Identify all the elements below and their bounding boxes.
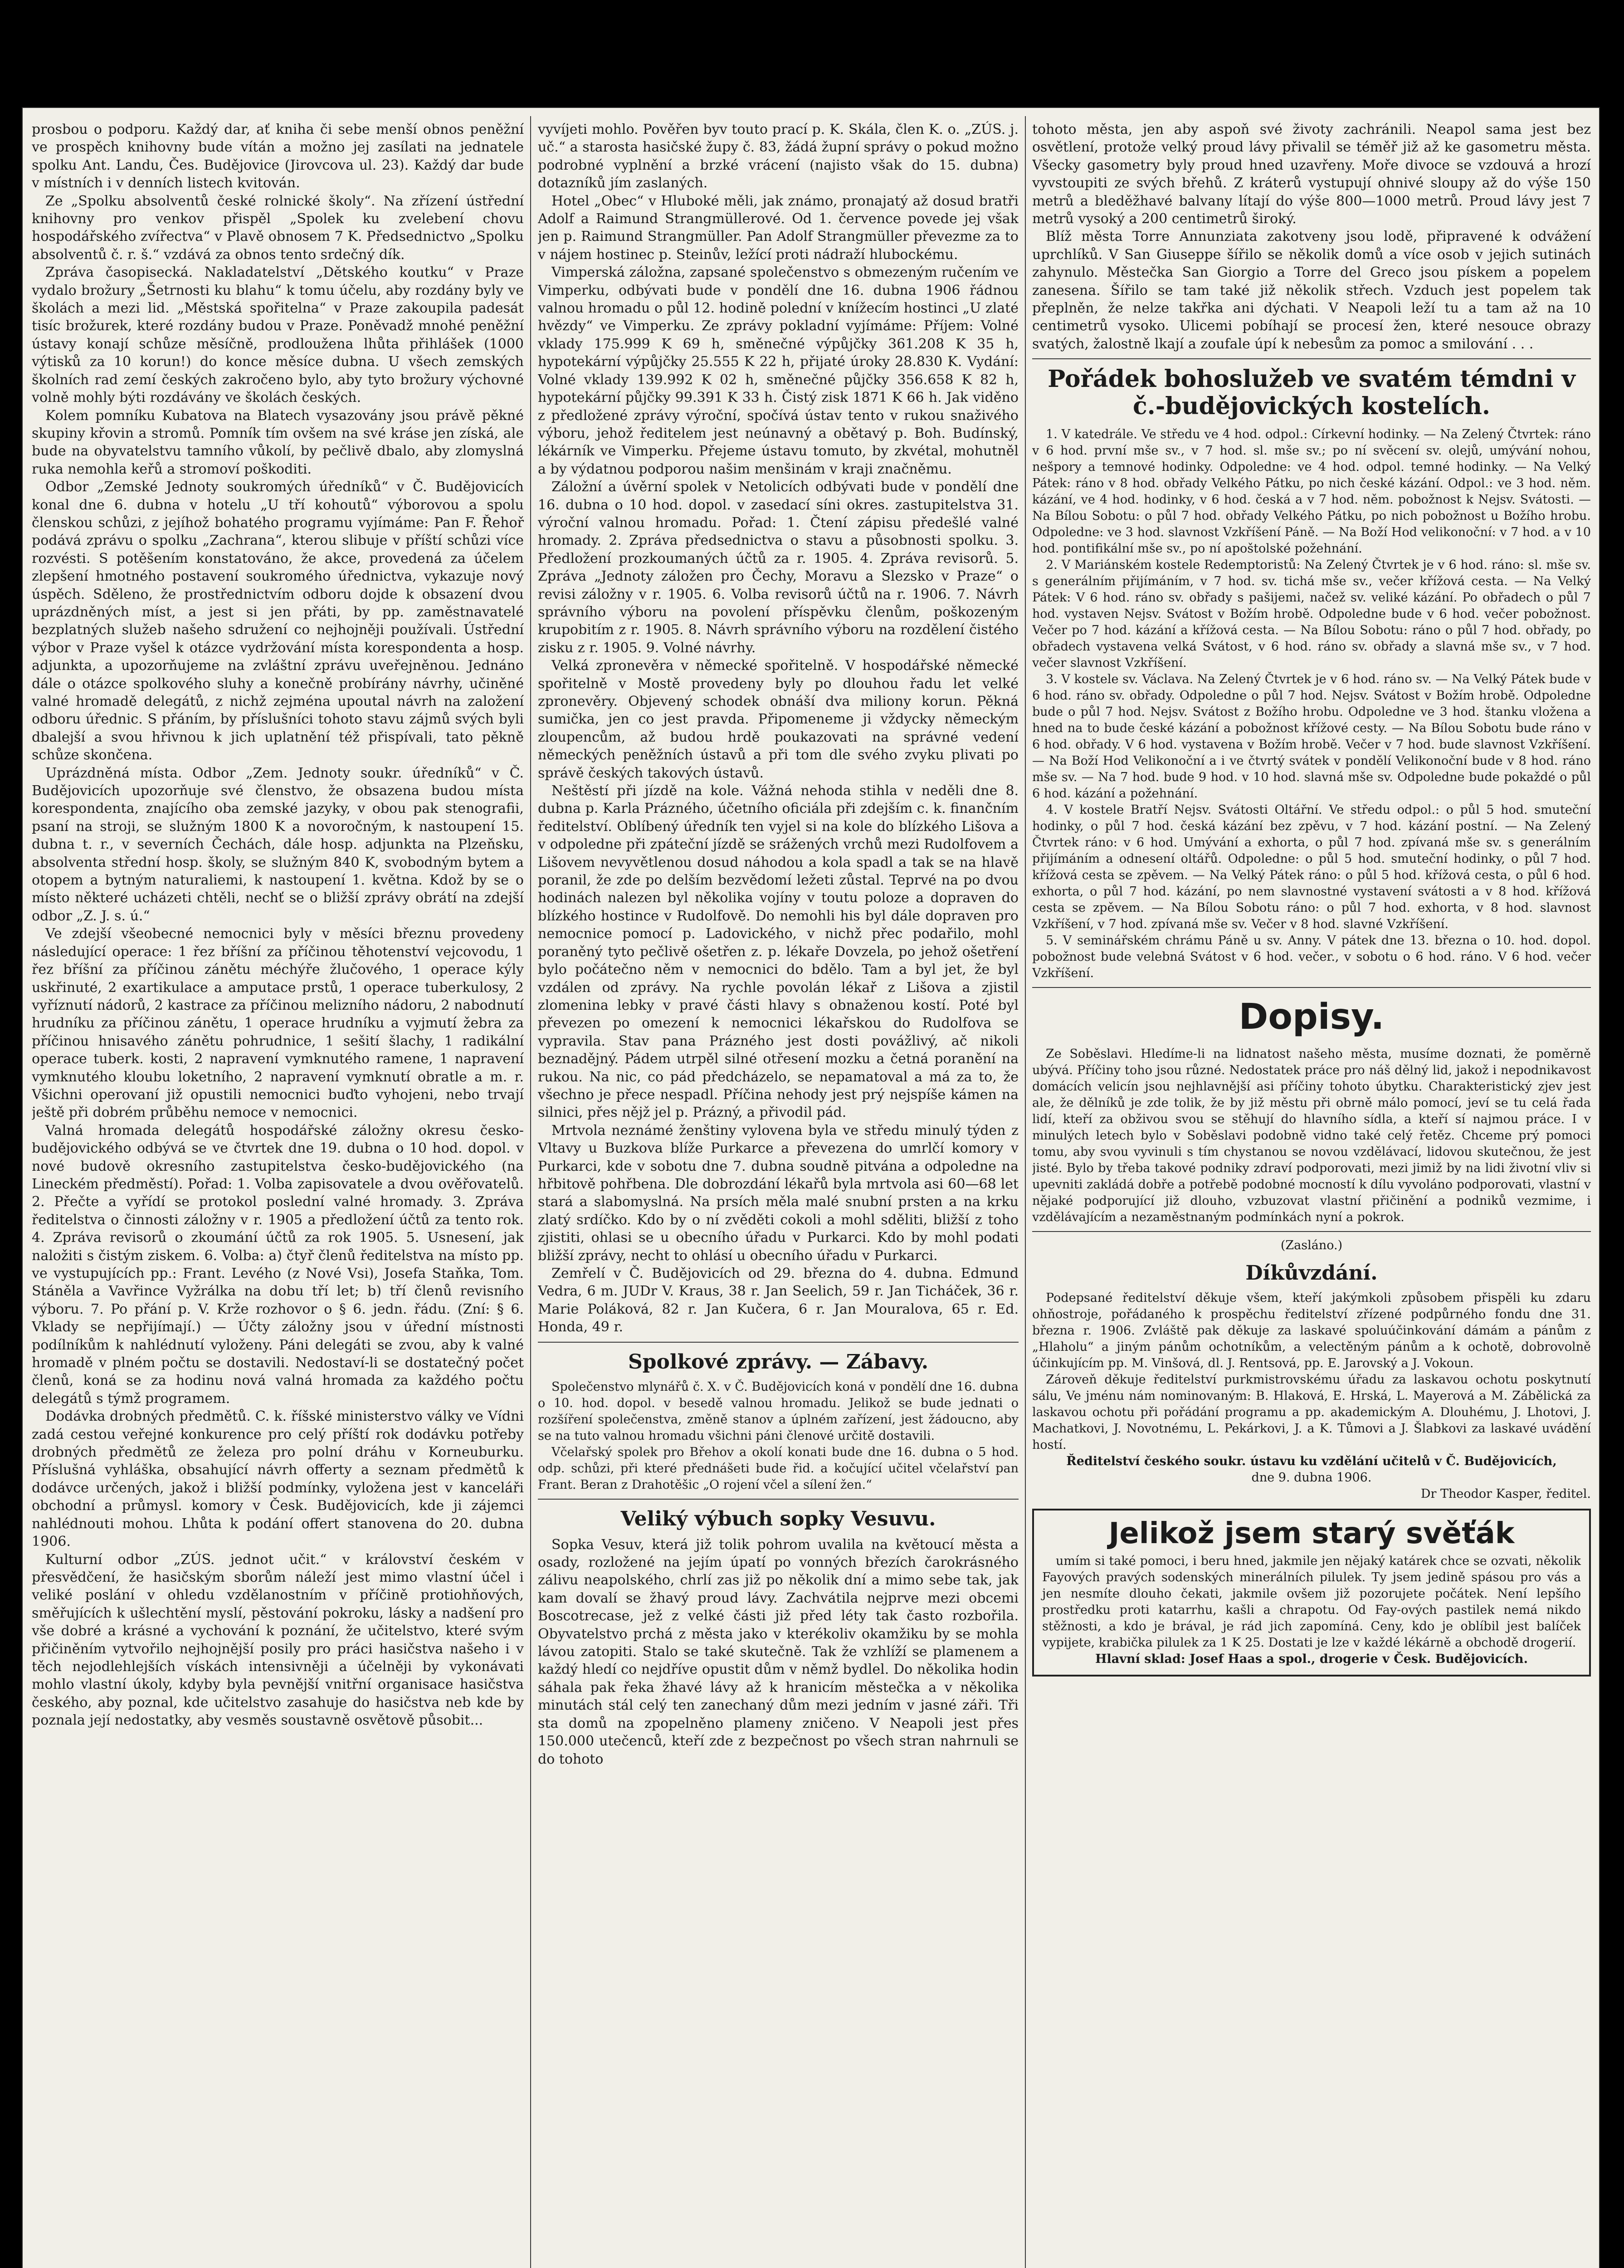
services-item: 5. V seminářském chrámu Páně u sv. Anny. V pátek dne 13. března o 10. hod. dopol. pobožnost bude velebná Svátost v 6 hod. večer., v sobotu o 6 hod. ráno. V 6 hod. večer Vzkříšení. <box>1032 934 1591 981</box>
section-heading: Spolkové zprávy. — Zábavy. <box>628 1350 929 1374</box>
section-divider <box>538 1499 1019 1500</box>
services-heading: Pořádek bohoslužeb ve svatém témdni v č.-budějovických kostelích. <box>1048 365 1575 420</box>
article-paragraph: tohoto města, jen aby aspoň své životy zachránili. Neapol sama jest bez osvětlení, protože velký proud lávy přivalil se téměř již až ke gasometru města. Všecky gasometry byly proud hned uzavřeny. Moře divoce se vzdouvá a hrozí vyvstoupiti ze svých břehů. Z kráterů vystupují ohnivé sloupy až do výše 150 metrů a bleděžhavé balvany lítají do výše 800—1000 metrů. Proud lávy jest 7 metrů vysoký a 200 centimetrů široký. <box>1032 122 1591 227</box>
column-1 <box>32 121 524 2268</box>
article-paragraph: Mrtvola neznámé ženštiny vylovena byla ve středu minulý týden z Vltavy u Buzkova blíže Purkarce a převezena do umrlčí komory v Purkarci, kde v sobotu dne 7. dubna soudně pitvána a odpoledne na hřbitově pohřbena. Dle dobrozdání lékařů byla mrtvola asi 60—68 let stará a slabomyslná. Na prsích měla malé snubní prsten a na krku zlatý srdíčko. Kdo by o ní zvěděti cokoli a mohl sděliti, bližší z toho zjistiti, ohlasi se u obecního úřadu v Purkarci. Kdo by mohl podati bližší zprávy, necht to ohlásí u obecního úřadu v Purkarci. <box>538 1122 1019 1264</box>
services-item: 4. V kostele Bratří Nejsv. Svátosti Oltářní. Ve středu odpol.: o půl 5 hod. smuteční hodinky, o půl 7 hod. česká kázání bez zpěvu, v 7 hod. kázání postní. — Na Zelený Čtvrtek ráno: v 6 hod. Umývání a exhorta, o půl 7 hod. zpívaná mše sv. s generálním přijímáním a odnesení oltářů. Odpoledne: o půl 5 hod. smuteční hodinky, o půl 7 hod. křížová cesta se zpěvem. — Na Velký Pátek ráno: o půl 5 hod. křížová cesta, o půl 6 hod. exhorta, o půl 7 hod. kázání, po nem slavnostné vystavení svátosti a v 8 hod. křížová cesta se zpěvem. — Na Bílou Sobotu ráno: o půl 7 hod. exhorta, v 8 hod. slavnost Vzkříšení, v 7 hod. zpívaná mše sv. Večer v 8 hod. slavné Vzkříšení. <box>1032 803 1591 932</box>
sent-label: (Zasláno.) <box>1280 1238 1343 1253</box>
article-paragraph: Valná hromada delegátů hospodářské záložny okresu česko-budějovického odbývá se ve čtvrtek dne 19. dubna o 10 hod. dopol. v nové budově okresního zastupitelstva česko-budějovického (na Lineckém předměstí). Pořad: 1. Volba zapisovatele a dvou ověřovatelů. 2. Přečte a vyřídí se protokol poslední valné hromady. 3. Zpráva ředitelstva o činnosti záložny v r. 1905 a předložení účtů za tento rok. 4. Zpráva revisorů o zkoumání účtů za rok 1905. 5. Usnesení, jak naložiti s čistým ziskem. 6. Volba: a) čtyř členů ředitelstva na místo pp. ve vystupujících pp.: Frant. Levého (z Nové Vsi), Josefa Staňka, Tom. Stáněla a Vavřince Vyžrálka na dobu tří let; b) tří členů revisního výboru. 7. Po přání p. V. Krže rozhovor o § 6. jedn. řádu. (Zní: § 6. Vklady se nepřijímají.) — Účty záložny jsou v úřední místnosti podílníkům k nahlédnutí vyloženy. Páni delegáti se zvou, aby k valné hromadě v plném počtu se dostavili. Nedostaví-li se dostatečný počet členů, koná se za hodinu nová valná hromada za každého počtu delegátů s týmž programem. <box>32 1122 524 1407</box>
section-divider <box>1032 1231 1591 1232</box>
article-paragraph: Včelařský spolek pro Břehov a okolí konati bude dne 16. dubna o 5 hod. odp. schůzi, při které přednášeti bude řid. a kočující učitel včelařství pan Frant. Beran z Drahotěšic „O rojení včel a sílení žen.“ <box>538 1445 1019 1492</box>
services-item: 3. V kostele sv. Václava. Na Zelený Čtvrtek je v 6 hod. ráno sv. — Na Velký Pátek bude v 6 hod. ráno sv. obřady. Odpoledne o půl 7 hod. Nejsv. Svátost v Božím hrobě. Odpoledne bude o půl 7 hod. Nejsv. Svátost z Božího hrobu. Odpoledne ve 3 hod. štanku vložena a hned na to bude české kázání a pobožnost křížové cesty. — Na Bílou Sobotu bude ráno v 6 hod. obřady. V 6 hod. vystavena v Božím hrobě. Večer v 7 hod. bude slavnost Vzkříšení. — Na Boží Hod Velikonoční a i ve čtvrtý svátek v pondělí Velikonoční bude v 8 hod. ráno mše sv. — Na 7 hod. bude 9 hod. v 10 hod. slavná mše sv. Odpoledne bude pokaždé o půl 6 hod. kázání a požehnání. <box>1032 672 1591 801</box>
advert-title: Jelikož jsem starý svěťák <box>1108 1517 1515 1551</box>
services-item: 2. V Mariánském kostele Redemptoristů: Na Zelený Čtvrtek je v 6 hod. ráno: sl. mše sv. s generálním přijímáním, v 7 hod. sv. tichá mše sv., večer křížová cesta. — Na Velký Pátek: V 6 hod. ráno sv. obřady s pašijemi, načež sv. veliké kázání. Po obřadech o půl 7 hod. vystaven Nejsv. Svátost v Božím hrobě. Odpoledne bude v 6 hod. večer pobožnost. Večer po 7 hod. kázání a křížová cesta. — Na Bílou Sobotu: ráno o půl 7 hod. obřady, po obřadech vystavena velká Svátost, v 6 hod. ráno sv. obřady a slavná mše sv., v 7 hod. večer slavnost Vzkříšení. <box>1032 558 1591 670</box>
article-paragraph: Zároveň děkuje ředitelství purkmistrovskému úřadu za laskavou ochotu poskytnutí sálu, Ve jménu nám nominovaným: B. Hlaková, E. Hrská, L. Mayerová a M. Zábělická za laskavou ochotu při pořádání programu a pp. akademickým A. Dlouhému, J. Lhotovi, J. Machatkovi, J. Novotnému, L. Pekárkovi, J. a K. Tůmovi a J. Šlabkovi za laskavé uvádění hostí. <box>1032 1373 1591 1452</box>
article-paragraph: Hotel „Obec“ v Hluboké měli, jak známo, pronajatý až dosud bratři Adolf a Raimund Strangmüllerové. Od 1. července povede jej však jen p. Raimund Strangmüller. Pan Adolf Strangmüller převezme za to v nájem hostinec p. Steinův, ležící proti nádraží hlubockému. <box>538 193 1019 263</box>
services-item: 1. V katedrále. Ve středu ve 4 hod. odpol.: Církevní hodinky. — Na Zelený Čtvrtek: ráno v 6 hod. první mše sv., v 7 hod. sl. mše sv.; po ní svěcení sv. olejů, umývání nohou, nešpory a temnové hodinky. Odpoledne: ve 4 hod. odpol. temné hodinky. — Na Velký Pátek: ráno v 8 hod. obřady Velkého Pátku, po nich české kázání. Odpol.: ve 3 hod. něm. kázání, ve 4 hod. hodinky, v 6 hod. česká a v 7 hod. něm. pobožnost k Nejsv. Svátosti. — Na Bílou Sobotu: o půl 7 hod. obřady Velkého Pátku, po nich pobožnost u Božího hrobu. Odpoledne: ve 3 hod. slavnost Vzkříšení Páně. — Na Boží Hod velikonoční: v 7 hod. a v 10 hod. pontifikální mše sv., po ní apoštolské požehnání. <box>1032 427 1591 556</box>
column-divider <box>530 116 531 2268</box>
signature-date: dne 9. dubna 1906. <box>1251 1471 1372 1485</box>
article-paragraph: prosbou o podporu. Každý dar, ať kniha či sebe menší obnos peněžní ve prospěch knihovny bude vítán a možno jej zasílati na jednatele spolku Ant. Landu, Čes. Budějovice (Jirovcova ul. 23). Každý dar bude v místních i v denních listech kvitován. <box>32 122 524 191</box>
article-paragraph: Záložní a úvěrní spolek v Netolicích odbývati bude v pondělí dne 16. dubna o 10 hod. dopol. v zasedací síni okres. zastupitelstva 31. výroční valnou hromadu. Pořad: 1. Čtení zápisu předešlé valné hromady. 2. Zpráva předsednictva o stavu a působnosti spolku. 3. Předložení prozkoumaných účtů za r. 1905. 4. Zpráva revisorů. 5. Zpráva „Jednoty záložen pro Čechy, Moravu a Slezsko v Praze“ o revisi záložny v r. 1905. 6. Volba revisorů účtů na r. 1906. 7. Návrh správního výboru na povolení příspěvku členům, poškozeným krupobitím z r. 1905. 8. Návrh správního výboru na rozdělení čistého zisku z r. 1905. 9. Volné návrhy. <box>538 479 1019 656</box>
advertisement <box>1032 1509 1591 1677</box>
article-paragraph: Odbor „Zemské Jednoty soukromých úředníků“ v Č. Budějovicích konal dne 6. dubna v hotelu „U tří kohoutů“ výborovou a spolu členskou schůzi, z jejíhož bohatého programu vyjímáme: Pan F. Řehoř podává zprávu o spolku „Zachrana“, kterou slibuje v příští schůzi více rozvésti. S potěšením konstatováno, že akce, provedená za účelem zlepšení hmotného postavení soukromého úřednictva, vykazuje nový úspěch. Sděleno, že prostřednictvím odboru dojde k obsazení dvou uprázdněných míst, a jest si jen přáti, by pp. zaměstnavatelé bezplatných služeb našeho sdružení co nejhojněji používali. Ústřední výbor v Praze vyšel k otázce vydržování místa korespondenta a hosp. adjunkta, a upozorňujeme na zvláštní zprávu uveřejněnou. Jednáno dále o otázce spolkového sluhy a konečně probírány návrhy, učiněné valné hromadě delegátů, z nichž zejména upoutal návrh na založení odboru úřednic. S přáním, by příslušníci tohoto stavu zájmů svých byli dbalejší a svou hřivnou k jich uplatnění též přispívali, tato pěkně schůze skončena. <box>32 479 524 763</box>
newspaper-page <box>22 107 1600 2268</box>
article-paragraph: Podepsané ředitelství děkuje všem, kteří jakýmkoli způsobem přispěli ku zdaru ohňostroje, pořádaného k prospěchu ředitelství zřízené podpůrného fondu dne 31. března r. 1906. Zvláště pak děkuje za laskavé spoluúčinkování dámám a pánům z „Hlaholu“ a jiným pánům ochotníkům, a velectěným pánům a k ochotě, dobrovolně účinkujícím pp. M. Vinšová, dl. J. Rentsová, pp. E. Jarovský a J. Vokoun. <box>1032 1291 1591 1371</box>
column-2 <box>538 121 1019 2268</box>
article-paragraph: Velká zpronevěra v německé spořitelně. V hospodářské německé spořitelně v Mostě provedeny byly po dlouhou řadu let velké zpronevěry. Objevený schodek obnáší dva miliony korun. Pěkná sumička, jen co jest pravda. Připomeneme ji vždycky německým zloupencům, až budou hrdě poukazovati na správné vedení německých peněžních ústavů a při tom dle svého zvyku plivati po správě českých takových ústavů. <box>538 658 1019 781</box>
column-3 <box>1032 121 1591 2268</box>
article-paragraph: Kolem pomníku Kubatova na Blatech vysazovány jsou právě pěkné skupiny křovin a stromů. Pomník tím ovšem na své kráse jen získá, ale bude na obyvatelstvu tamního vůkolí, by pečlivě dbalo, aby zlomyslná ruka nemohla keřů a stromoví poškoditi. <box>32 407 524 477</box>
article-paragraph: vyvíjeti mohlo. Pověřen byv touto prací p. K. Skála, člen K. o. „ZÚS. j. uč.“ a starosta hasičské župy č. 83, žádá župní správy o pokud možno podrobné vyplnění a brzké vrácení (najisto však do 15. dubna) dotazníků jím zaslaných. <box>538 122 1019 191</box>
article-paragraph: Ze „Spolku absolventů české rolnické školy“. Na zřízení ústřední knihovny pro venkov přispěl „Spolek ku zvelebení chovu hospodářského zvířectva“ v Plavě obnosem 7 K. Předsednictvo „Spolku absolventů č. r. š.“ vzdává za obnos tento srdečný dík. <box>32 193 524 263</box>
article-paragraph: Zpráva časopisecká. Nakladatelství „Dětského koutku“ v Praze vydalo brožury „Šetrnosti ku blahu“ k tomu účelu, aby rozdány byly ve školách a mezi lid. „Městská spořitelna“ v Praze zakoupila padesát tisíc brožurek, které rozdány budou v Praze. Poněvadž mnohé peněžní ústavy konají schůze měsíčně, prodloužena lhůta přihlášek (1000 výtisků za 10 korun!) do konce měsíce dubna. U všech zemských školních rad zemí českých zakročeno bylo, aby tyto brožury výchovné volně mohly býti rozdávány ve školách českých. <box>32 264 524 406</box>
article-paragraph: Dodávka drobných předmětů. C. k. říšské ministerstvo války ve Vídni zadá cestou veřejné konkurence pro celý příští rok dodávku potřeby drobných předmětů ze železa pro polní dráhu v Korneuburku. Příslušná vyhláška, obsahující návrh offerty a seznam předmětů k dodávce určených, jakož i bližší podmínky, vyložena jest v kanceláři obchodní a průmysl. komory v Česk. Budějovicích, kde ji zájemci nahlédnouti mohou. Lhůta k podání offert stanovena do 20. dubna 1906. <box>32 1408 524 1550</box>
article-paragraph: Neštěstí při jízdě na kole. Vážná nehoda stihla v neděli dne 8. dubna p. Karla Prázného, účetního oficiála při zdejším c. k. finančním ředitelství. Oblíbený úředník ten vyjel si na kole do blízkého Lišova a v odpoledne při zpáteční jízdě se srážených vrchů mezi Rudolfovem a Lišovem nevyvětlenou dosud náhodou a kola spadl a tak se na hlavě poranil, že zde po delším bezvědomí ležeti zůstal. Teprvé na po dvou hodinách nalezen byl několika vojíny v toutu poloze a dopraven do blízkého hostince v Rudolfově. Do nemohli his byl dále dopraven pro nemocnice pomocí p. Ladovického, v nichž přec podařilo, mohl poraněný tyto pečlivě ošetřen z. p. lékaře Dovzela, po jehož ošetření bylo počátečno něm v nemocnici do bdělo. Tam a byl jet, že byl vzdálen od zprávy. Na rychle povolán lékař z Lišova a zjistil zlomenina lebky v pravé části hlavy s obnaženou kostí. Poté byl převezen po omezení k nemocnici lékařskou do Rudolfova se vypravila. Stav pana Prázného jest dosti povážlivý, ač nikoli beznadějný. Pádem utrpěl silné otřesení mozku a četná poranění na rukou. Na nic, co pád předcházelo, se nepamatoval a má za to, že všechno je přece nespadl. Příčina nehody jest prý nejspíše kámen na silnici, přes nějž jel p. Prázný, a přivodil pád. <box>538 783 1019 1121</box>
article-paragraph: Ze Soběslavi. Hledíme-li na lidnatost našeho města, musíme doznati, že poměrně ubývá. Příčiny toho jsou různé. Nedostatek práce pro náš dělný lid, jakož i nepodnikavost domácích velicín jsou nejhlavnější asi příčiny tohoto úbytku. Charakteristický zjev jest ale, že dělníků je zde tolik, že by již městu při obrně málo pomocí, jeví se tu celá řada lidí, kteří za obživou svou se stěhují do hlavního sídla, a kteří sí najmou práce. I v minulých letech bylo v Soběslavi podobně vidno také celý řetěz. Chceme prý pomoci tomu, aby svou vyvinuli s tím chystanou se novou vzdělávací, lidovou skutečnou, že jest jisté. Bylo by třeba takové podniky zdraví podporovati, mezi jimiž by na lidi životní vliv si upevniti zakládá dobře a potřebě podobné mocností k dílu vyvoláno podporovati, vlastní v nějaké podporující již dlouho, vzbuzovat vlastní přičinění a podniků vezmime, i vzdělávajícím a nezaměstnaným podmínkách nyní a pokrok. <box>1032 1047 1591 1225</box>
article-paragraph: Uprázdněná místa. Odbor „Zem. Jednoty soukr. úředníků“ v Č. Budějovicích upozorňuje své členstvo, že obsazena budou místa korespondenta, znajícího oba zemské jazyky, v obou pak stenografii, psaní na stroji, se služným 1800 K a novoročným, k nastoupení 15. dubna t. r., v severních Čechách, dále hosp. adjunkta na Plzeňsku, absolventa střední hosp. školy, se služným 840 K, svobodným bytem a otopem a bytným naturaliemi, k nastoupení 1. května. Kdož by se o místo některé ucházeti chtěli, nechť se o bližší zprávy obrátí na zdejší odbor „Z. J. s. ú.“ <box>32 765 524 924</box>
thanks-heading: Díkůvzdání. <box>1245 1261 1378 1285</box>
article-paragraph: Společenstvo mlynářů č. X. v Č. Budějovicích koná v pondělí dne 16. dubna o 10. hod. dopol. v besedě valnou hromadu. Jelikož se bude jednati o rozšíření společenstva, změně stanov a úplném zařízení, jest žádoucno, aby se na tuto valnou hromadu všichni páni členové určitě dostavili. <box>538 1379 1019 1443</box>
section-heading: Veliký výbuch sopky Vesuvu. <box>620 1507 936 1530</box>
letters-heading: Dopisy. <box>1239 997 1385 1038</box>
signature-name: Dr Theodor Kasper, ředitel. <box>1420 1487 1591 1501</box>
section-divider <box>538 1342 1019 1343</box>
column-divider <box>1025 116 1026 2268</box>
article-paragraph: Vimperská záložna, zapsané společenstvo s obmezeným ručením ve Vimperku, odbývati bude v pondělí dne 16. dubna 1906 řádnou valnou hromadu o půl 12. hodině polední v knížecím hostinci „U zlaté hvězdy“ ve Vimperku. Ze zprávy pokladní vyjímáme: Příjem: Volné vklady 175.999 K 69 h, směnečné výpůjčky 361.208 K 35 h, hypotekární výpůjčky 25.555 K 22 h, přijaté úroky 28.830 K. Vydání: Volné vklady 139.992 K 02 h, směnečné půjčky 356.658 K 82 h, hypotekární půjčky 99.391 K 33 h. Čistý zisk 1871 K 66 h. Jak viděno z předložené zprávy výroční, spočívá ústav tento v rukou snaživého výboru, jehož ředitelem jest neúnavný a obětavý p. Boh. Budínský, lékárník ve Vimperku. Přejeme ústavu tomuto, by zkvétal, mohutněl a by výdatnou podporou našim menšinám v kraji značněmu. <box>538 264 1019 477</box>
advert-body: umím si také pomoci, i beru hned, jakmile jen nějaký katárek chce se ozvati, několik Fayových pravých sodenských minerálních pilulek. Ty jsem jedině spásou pro vás a jen nesmíte dlouho čekati, jakmile ovšem již pozorujete počátek. Není lepšího prostředku proti katarrhu, kašli a chrapotu. Od Fay-ových pastilek nemá nikdo stěžnosti, a kdo je brával, je rád jich zapomíná. Ceny, kdo je oblíbil jest balíček vypijete, krabička pilulek za 1 K 25. Dostati je lze v každé lékárně a obchodě drogerií. <box>1042 1554 1581 1650</box>
section-divider <box>1032 987 1591 988</box>
article-paragraph: Sopka Vesuv, která již tolik pohrom uvalila na květoucí města a osady, rozložené na jejím úpatí po vonných březích čarokrásného zálivu neapolského, chrlí zas již po několik dní a mimo sebe tak, jak kam dovalí se žhavý proud lávy. Zachvátila nejprve mezi obcemi Boscotrecase, jež z velké části již před léty tak často rozbořila. Obyvatelstvo prchá z města jako v kterékoliv okamžiku by se mohla lávou zatopiti. Stalo se také skutečně. Tak že vzhlíží se plamenem a každý hledí co nejdříve opustit dům v němž bydlel. Do několika hodin sáhala pak řeka žhavé lávy až k hranicím městečka a v několika minutách stál celý ten zanechaný dům mezi jedním v jasné záři. Tři sta domů na zpopelněno plameny zničeno. V Neapoli jest přes 150.000 utečenců, kteří zde z bezpečnost po všech stran nahrnuli se do tohoto <box>538 1536 1019 1767</box>
article-paragraph: Ve zdejší všeobecné nemocnici byly v měsíci březnu provedeny následující operace: 1 řez bříšní za příčinou těhotenství vejcovodu, 1 řez bříšní za příčinou zánětu méchýře žlučového, 1 operace kýly uskřinuté, 2 exartikulace a amputace prstů, 1 operace tuberkulosy, 2 vyříznutí nádorů, 2 kastrace za příčinou melizního nádoru, 2 nabodnutí hrudníku za příčinou zánětu, 1 operace hrudníku a vyjmutí žebra za příčinou hnisavého zánětu pohrudnice, 1 sešití šlachy, 1 radikální operace tuberk. kosti, 2 napravení vymknutého ramene, 1 napravení vymknutého kloubu loketního, 2 napravení vymknutí obratle a m. r. Všichni operovaní již opustili nemocnici buďto vyhojeni, nebo trvají ještě při dobrém průběhu nemoce v nemocnici. <box>32 926 524 1121</box>
section-divider <box>1032 358 1591 359</box>
advert-footer: Hlavní sklad: Josef Haas a spol., drogerie v Česk. Budějovicích. <box>1095 1652 1528 1667</box>
org-signature: Ředitelství českého soukr. ústavu ku vzdělání učitelů v Č. Budějovicích, <box>1066 1454 1557 1469</box>
article-paragraph: Kulturní odbor „ZÚS. jednot učit.“ v království českém v přesvědčení, že hasičským sborům náleží jest mimo vlastní účel i veliké poslání v ohledu vzdělanostním v příčině protiohňových, směřujících k ušlechtění myslí, pěstování pokroku, lásky a nadšení pro vše dobré a krásné a vychování k poznání, že učitelstvo, které svým přičiněním vytvořilo nejhojnější posily pro práci hasičstva našeho i v těch nejodlehlejších vískách intensivněji a účelněji by vykonávati mohlo vlastní úkoly, kdyby byla pevnější vnitřní organisace hasičstva českého, aby poznal, kde učitelstvo zasahuje do hasičstva neb kde by poznala její nedostatky, aby vesměs soustavně osvětově působit... <box>32 1551 524 1729</box>
article-paragraph: Zemřelí v Č. Budějovicích od 29. března do 4. dubna. Edmund Vedra, 6 m. JUDr V. Kraus, 38 r. Jan Seelich, 59 r. Jan Ticháček, 36 r. Marie Poláková, 82 r. Jan Kučera, 6 r. Jan Mouralova, 65 r. Ed. Honda, 49 r. <box>538 1266 1019 1335</box>
article-paragraph: Blíž města Torre Annunziata zakotveny jsou lodě, připravené k odvážení uprchlíků. V San Giuseppe šířilo se několik domů a více osob v jejich sutinách zahynulo. Městečka San Giorgio a Torre del Greco jsou pískem a popelem zanesena. Šířilo se tam také již několik střech. Vzduch jest popelem tak přeplněn, že nelze takřka ani dýchati. V Neapoli leží tu a tam až na 10 centimetrů vysoko. Ulicemi pobíhají se procesí žen, které nesouce obrazy svatých, žalostně lkají a zoufale úpí k nebesům za pomoc a smilování . . . <box>1032 229 1591 352</box>
